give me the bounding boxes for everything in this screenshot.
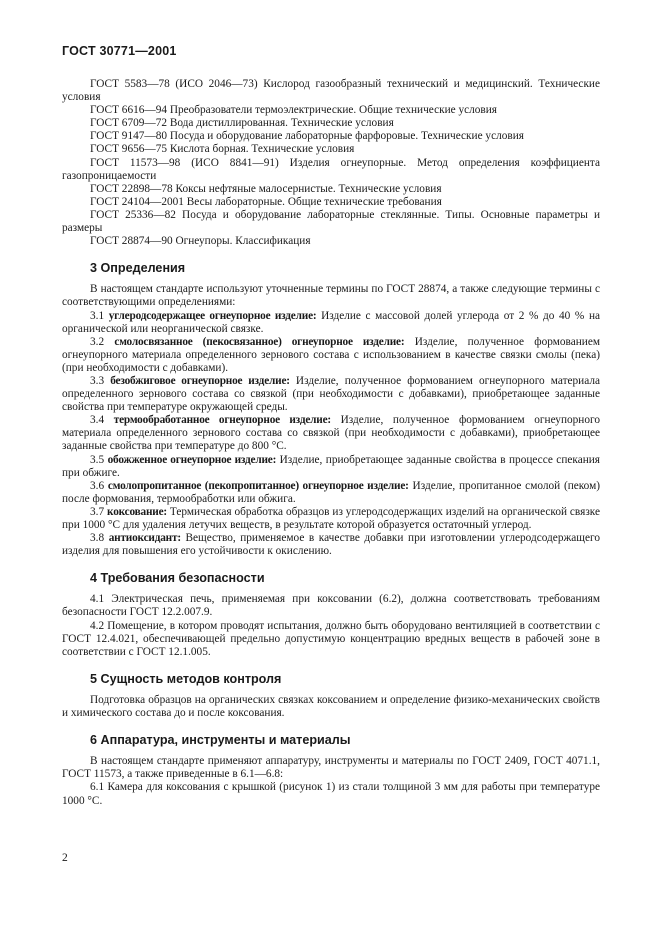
document-body xyxy=(62,78,600,808)
definition-number: 3.8 xyxy=(90,532,105,545)
definition-term: углеродсодержащее огнеупорное изделие: xyxy=(108,309,317,322)
definition-text: Изделие, полученное формованием огнеупорного материала определенного зернового состава со связкой (при необходимости с добавками), приобретающее заданные свойства при температуре до 800 °С. xyxy=(62,414,600,453)
definition-number: 3.2 xyxy=(90,335,105,348)
definition-number: 3.7 xyxy=(90,505,105,518)
reference-item: ГОСТ 28874—90 Огнеупоры. Классификация xyxy=(90,235,311,248)
definition-text: Вещество, применяемое в качестве добавки при изготовлении углеродсодержащего изделия для повышения его устойчивости к окислению. xyxy=(62,532,600,558)
definition-number: 3.4 xyxy=(90,414,105,427)
definition-term: коксование: xyxy=(107,505,167,518)
definition-text: Изделие, полученное формованием огнеупорного материала определенного зернового состава с использованием в качестве связки смолы (пека) (при необходимости с добавками). xyxy=(62,335,601,374)
definition-number: 3.3 xyxy=(90,374,105,387)
definition-item xyxy=(62,506,600,532)
reference-item: ГОСТ 24104—2001 Весы лабораторные. Общие технические требования xyxy=(90,195,442,208)
section-4-para: 4.1 Электрическая печь, применяемая при коксовании (6.2), должна соответствовать требованиям безопасности ГОСТ 12.2.007.9. xyxy=(62,593,600,619)
definition-text: Термическая обработка образцов из углеродсодержащих изделий на органической связке при 1000 °С для удаления летучих веществ, в результате которой образуется остаточный углерод. xyxy=(62,505,601,531)
section-3-heading: 3 Определения xyxy=(90,261,186,276)
page-number: 2 xyxy=(62,852,68,864)
section-4-para: 4.2 Помещение, в котором проводят испытания, должно быть оборудовано вентиляцией в соответствии с ГОСТ 12.4.021, обеспечивающей предельно допустимую концентрацию вредных веществ в рабочей зоне в соответствии с ГОСТ 12.1.005. xyxy=(62,619,600,658)
reference-item: ГОСТ 9656—75 Кислота борная. Технические условия xyxy=(90,143,355,156)
definition-number: 3.1 xyxy=(90,309,105,322)
definition-item xyxy=(62,454,600,480)
definition-text: Изделие с массовой долей углерода от 2 % до 40 % на органической или неорганической связке. xyxy=(62,309,600,335)
section-4-heading: 4 Требования безопасности xyxy=(90,571,265,586)
section-5-heading: 5 Сущность методов контроля xyxy=(90,671,282,686)
definition-term: термообработанное огнеупорное изделие: xyxy=(113,414,331,427)
reference-item: ГОСТ 22898—78 Коксы нефтяные малосернистые. Технические условия xyxy=(90,182,442,195)
definition-term: смолосвязанное (пекосвязанное) огнеупорное изделие: xyxy=(114,335,405,348)
section-3-intro: В настоящем стандарте используют уточненные термины по ГОСТ 28874, а также следующие термины с соответствующими определениями: xyxy=(62,283,600,309)
section-6-para: В настоящем стандарте применяют аппаратуру, инструменты и материалы по ГОСТ 2409, ГОСТ 4071.1, ГОСТ 11573, а также приведенные в 6.1—6.8: xyxy=(62,755,600,781)
definition-item xyxy=(62,532,600,558)
definition-item xyxy=(62,480,600,506)
reference-item: ГОСТ 9147—80 Посуда и оборудование лабораторные фарфоровые. Технические условия xyxy=(90,130,524,143)
reference-item: ГОСТ 25336—82 Посуда и оборудование лабораторные стеклянные. Типы. Основные параметры и размеры xyxy=(62,208,600,235)
definition-term: безобжиговое огнеупорное изделие: xyxy=(110,374,290,387)
section-5-para: Подготовка образцов на органических связках коксованием и определение физико-механических свойств и химического состава до и после коксования. xyxy=(62,693,600,720)
definition-number: 3.5 xyxy=(90,453,105,466)
reference-item: ГОСТ 5583—78 (ИСО 2046—73) Кислород газообразный технический и медицинский. Технические условия xyxy=(62,78,600,104)
definition-number: 3.6 xyxy=(90,479,105,492)
reference-item: ГОСТ 6709—72 Вода дистиллированная. Технические условия xyxy=(90,117,394,130)
definition-term: смолопропитанное (пекопропитанное) огнеупорное изделие: xyxy=(107,479,409,492)
section-6-para: 6.1 Камера для коксования с крышкой (рисунок 1) из стали толщиной 3 мм для работы при температуре 1000 °С. xyxy=(62,781,600,807)
reference-item: ГОСТ 6616—94 Преобразователи термоэлектрические. Общие технические условия xyxy=(90,104,497,117)
definition-item xyxy=(62,310,600,336)
definition-item xyxy=(62,375,600,414)
definition-term: антиоксидант: xyxy=(108,532,181,545)
definition-text: Изделие, полученное формованием огнеупорного материала определенного зернового состава со связкой (при необходимости с добавками), приобретающее заданные свойства при температуре окружающей среды. xyxy=(62,374,600,414)
section-6-heading: 6 Аппаратура, инструменты и материалы xyxy=(90,733,351,748)
references-list xyxy=(62,78,600,248)
reference-item: ГОСТ 11573—98 (ИСО 8841—91) Изделия огнеупорные. Метод определения коэффициента газопроницаемости xyxy=(62,156,600,182)
definition-term: обожженное огнеупорное изделие: xyxy=(107,453,277,466)
definition-text: Изделие, приобретающее заданные свойства в процессе спекания при обжиге. xyxy=(62,453,601,479)
definition-item xyxy=(62,414,600,453)
running-header: ГОСТ 30771—2001 xyxy=(62,44,177,58)
definition-text: Изделие, пропитанное смолой (пеком) после формования, термообработки или обжига. xyxy=(62,479,601,505)
definition-item xyxy=(62,336,600,375)
